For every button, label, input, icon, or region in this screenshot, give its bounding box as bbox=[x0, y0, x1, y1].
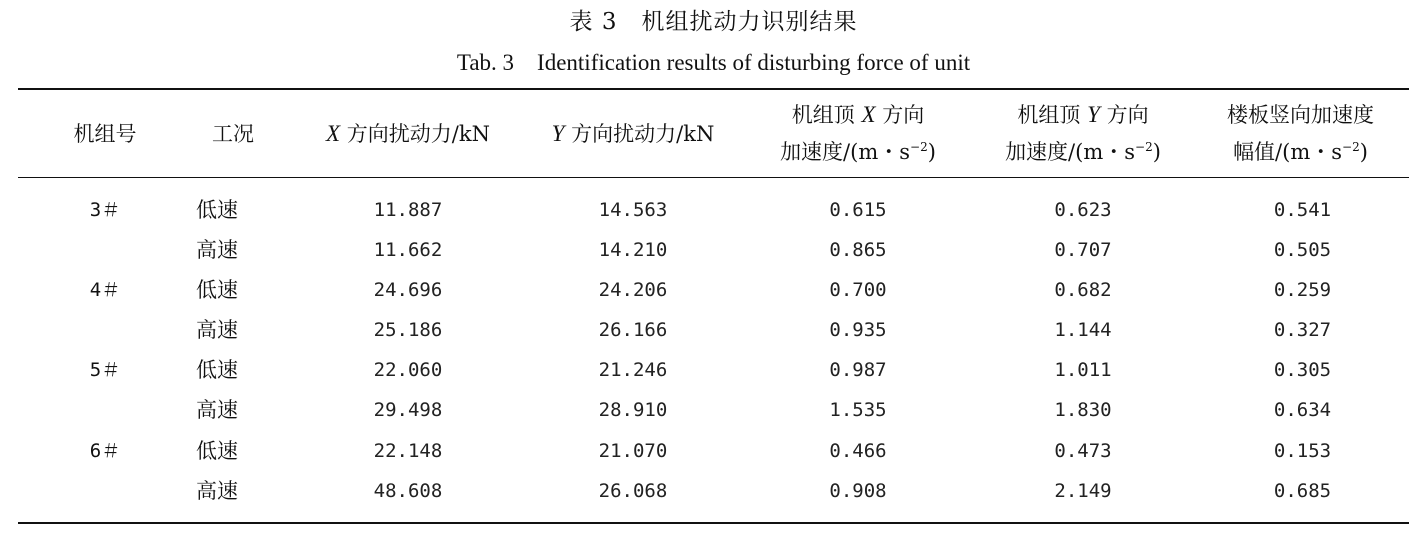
table-bottom-rule bbox=[18, 522, 1409, 524]
cell-condition: 高速 bbox=[196, 238, 238, 263]
cell-floor-acc: 0.685 bbox=[1273, 479, 1332, 502]
cell-unit-no: 6＃ bbox=[89, 439, 121, 462]
cell-y-force: 26.166 bbox=[598, 319, 668, 342]
table-body bbox=[18, 190, 1409, 511]
header-top-x-var: X bbox=[861, 102, 876, 127]
table-row bbox=[18, 350, 1409, 390]
cell-top-x-acc: 0.908 bbox=[829, 479, 887, 502]
cell-top-x-acc: 1.535 bbox=[829, 399, 887, 422]
cell-top-y-acc: 1.830 bbox=[1054, 399, 1112, 422]
cell-floor-acc: 0.327 bbox=[1273, 319, 1332, 342]
header-condition bbox=[158, 90, 308, 177]
cell-unit-no bbox=[40, 390, 170, 430]
header-top-y-acceleration bbox=[963, 90, 1203, 177]
cell-x-force: 11.887 bbox=[373, 199, 443, 221]
table-row bbox=[18, 190, 1409, 230]
header-top-x-unit: 加速度/(m・s bbox=[780, 140, 911, 164]
cell-top-y-acc: 0.707 bbox=[1054, 239, 1112, 262]
cell-unit-no bbox=[40, 230, 170, 270]
header-x-force-text: 方向扰动力/kN bbox=[340, 121, 490, 146]
cell-y-force: 26.068 bbox=[598, 479, 668, 502]
table-row bbox=[18, 270, 1409, 310]
cell-top-y-acc: 0.473 bbox=[1054, 439, 1112, 462]
cell-y-force: 28.910 bbox=[598, 399, 668, 422]
cell-unit-no: 5＃ bbox=[89, 359, 121, 382]
header-floor-line2 bbox=[1233, 131, 1368, 168]
header-top-x-line2 bbox=[780, 131, 936, 168]
cell-floor-acc: 0.541 bbox=[1273, 199, 1332, 221]
cell-y-force: 21.070 bbox=[598, 439, 668, 462]
table-row bbox=[18, 431, 1409, 471]
cell-x-force: 11.662 bbox=[373, 239, 443, 262]
cell-top-y-acc: 1.144 bbox=[1054, 319, 1112, 342]
cell-floor-acc: 0.259 bbox=[1273, 279, 1332, 302]
cell-condition: 低速 bbox=[196, 198, 238, 222]
header-top-y-exp: −2 bbox=[1135, 140, 1153, 154]
header-top-x-close: ) bbox=[927, 140, 936, 164]
cell-x-force: 22.148 bbox=[373, 439, 443, 462]
header-top-x-exp: −2 bbox=[910, 140, 928, 154]
table-header bbox=[18, 90, 1409, 177]
cell-x-force: 25.186 bbox=[373, 319, 443, 342]
cell-condition: 高速 bbox=[196, 318, 238, 343]
cell-floor-acc: 0.505 bbox=[1273, 239, 1332, 262]
header-top-y-unit: 加速度/(m・s bbox=[1005, 140, 1136, 164]
cell-unit-no bbox=[40, 310, 170, 350]
table-row bbox=[18, 471, 1409, 511]
cell-top-x-acc: 0.865 bbox=[829, 239, 887, 262]
cell-condition: 高速 bbox=[196, 398, 238, 423]
header-y-force-text: 方向扰动力/kN bbox=[564, 121, 715, 146]
header-top-y-var: Y bbox=[1087, 102, 1100, 127]
header-unit-no bbox=[40, 90, 170, 177]
header-x-force-var: X bbox=[326, 120, 341, 146]
cell-top-y-acc: 2.149 bbox=[1054, 479, 1112, 502]
cell-top-x-acc: 0.935 bbox=[829, 319, 887, 342]
header-top-y-line1 bbox=[1017, 99, 1148, 131]
cell-y-force: 14.210 bbox=[598, 239, 668, 262]
cell-top-y-acc: 0.682 bbox=[1054, 279, 1112, 302]
header-top-y-close: ) bbox=[1152, 140, 1161, 164]
table-row bbox=[18, 390, 1409, 430]
header-floor-line1: 楼板竖向加速度 bbox=[1227, 103, 1374, 127]
table-row bbox=[18, 310, 1409, 350]
cell-top-y-acc: 1.011 bbox=[1054, 359, 1112, 382]
cell-y-force: 24.206 bbox=[598, 279, 668, 302]
cell-unit-no: 4＃ bbox=[89, 279, 121, 302]
header-top-x-line1 bbox=[792, 99, 924, 131]
cell-top-x-acc: 0.987 bbox=[829, 359, 887, 382]
cell-floor-acc: 0.305 bbox=[1273, 359, 1332, 382]
cell-condition: 低速 bbox=[196, 358, 238, 383]
header-x-force bbox=[288, 90, 528, 177]
cell-top-y-acc: 0.623 bbox=[1054, 199, 1112, 221]
cell-y-force: 14.563 bbox=[598, 199, 668, 221]
header-x-force-label bbox=[326, 118, 490, 150]
cell-x-force: 22.060 bbox=[373, 359, 443, 382]
cell-x-force: 29.498 bbox=[373, 399, 443, 422]
header-y-force-var: Y bbox=[551, 120, 565, 146]
cell-top-x-acc: 0.615 bbox=[829, 199, 887, 221]
table-caption-english: Tab. 3 Identification results of disturbing force of unit bbox=[456, 50, 971, 75]
cell-x-force: 48.608 bbox=[373, 479, 443, 502]
header-floor-exp: −2 bbox=[1342, 140, 1360, 154]
cell-condition: 低速 bbox=[196, 438, 238, 463]
header-y-force bbox=[513, 90, 753, 177]
cell-unit-no: 3＃ bbox=[89, 199, 121, 221]
cell-x-force: 24.696 bbox=[373, 279, 443, 302]
header-floor-unit: 幅值/(m・s bbox=[1233, 140, 1343, 164]
cell-condition: 高速 bbox=[196, 478, 238, 503]
cell-condition: 低速 bbox=[196, 278, 238, 303]
header-floor-acceleration bbox=[1188, 90, 1413, 177]
header-unit-no-label: 机组号 bbox=[73, 121, 137, 146]
header-top-y-line2 bbox=[1005, 131, 1161, 168]
cell-unit-no bbox=[40, 471, 170, 511]
header-floor-close: ) bbox=[1359, 140, 1368, 164]
cell-top-x-acc: 0.466 bbox=[829, 439, 887, 462]
header-top-y-post: 方向 bbox=[1099, 103, 1149, 127]
header-condition-label: 工况 bbox=[212, 121, 254, 146]
header-y-force-label bbox=[552, 118, 715, 150]
cell-top-x-acc: 0.700 bbox=[829, 279, 887, 302]
table-header-rule bbox=[18, 177, 1409, 178]
cell-floor-acc: 0.153 bbox=[1273, 439, 1332, 462]
cell-floor-acc: 0.634 bbox=[1273, 399, 1332, 422]
cell-y-force: 21.246 bbox=[598, 359, 668, 382]
header-top-x-post: 方向 bbox=[875, 103, 925, 127]
table-row bbox=[18, 230, 1409, 270]
header-top-x-acceleration bbox=[738, 90, 978, 177]
header-top-x-pre: 机组顶 bbox=[791, 103, 862, 127]
header-top-y-pre: 机组顶 bbox=[1017, 103, 1088, 127]
table-caption-chinese: 表 3 机组扰动力识别结果 bbox=[569, 9, 858, 35]
